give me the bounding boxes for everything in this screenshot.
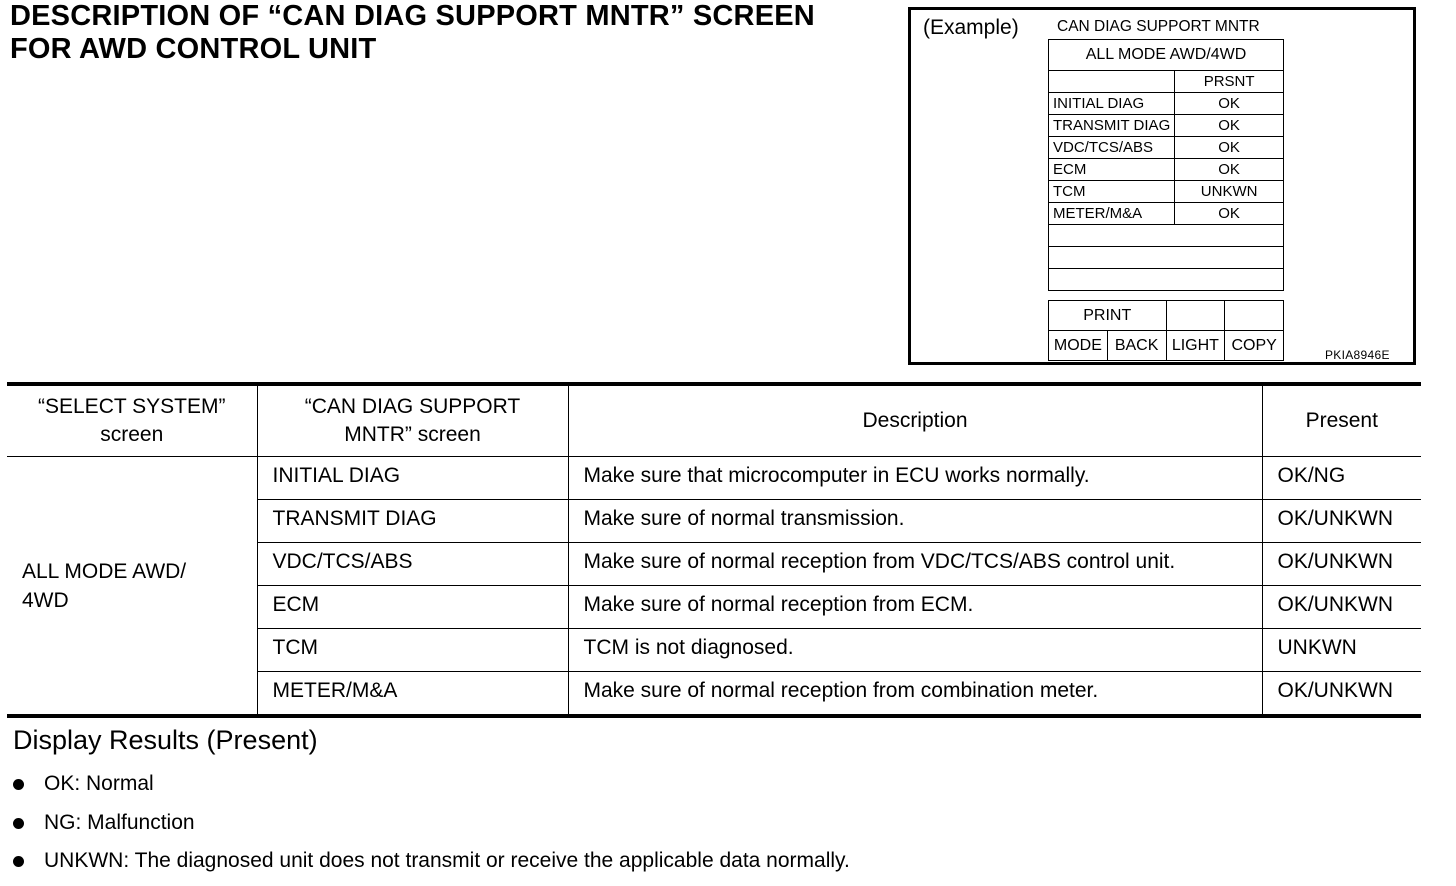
system-cell-line-1: ALL MODE AWD/: [22, 559, 187, 583]
example-screen-title: CAN DIAG SUPPORT MNTR: [1057, 18, 1260, 35]
present-cell: OK/UNKWN: [1262, 500, 1421, 543]
example-row-item: ECM: [1049, 159, 1175, 181]
figure-id: PKIA8946E: [1325, 348, 1390, 362]
example-empty-row: [1049, 225, 1284, 247]
mode-button[interactable]: MODE: [1049, 331, 1108, 361]
back-button[interactable]: BACK: [1107, 331, 1166, 361]
header-present: Present: [1262, 384, 1421, 457]
description-table: [7, 382, 1421, 718]
example-row-value: OK: [1175, 115, 1284, 137]
description-cell: Make sure of normal reception from ECM.: [568, 586, 1262, 629]
example-monitor-table: [1048, 39, 1284, 291]
example-row-value: OK: [1175, 137, 1284, 159]
header-select-system-line-1: “SELECT SYSTEM”: [38, 395, 226, 418]
example-row-value: OK: [1175, 93, 1284, 115]
header-select-system-line-2: screen: [100, 423, 164, 446]
example-row: [1049, 93, 1284, 115]
example-system-name: ALL MODE AWD/4WD: [1049, 40, 1284, 71]
present-cell: OK/UNKWN: [1262, 543, 1421, 586]
list-item-text: OK: Normal: [44, 772, 154, 795]
light-button[interactable]: LIGHT: [1166, 331, 1225, 361]
system-cell: [7, 457, 257, 717]
item-cell: ECM: [257, 586, 568, 629]
description-cell: TCM is not diagnosed.: [568, 629, 1262, 672]
page-title-line-1: DESCRIPTION OF “CAN DIAG SUPPORT MNTR” SCREEN: [10, 0, 815, 32]
example-row: [1049, 203, 1284, 225]
example-header-blank: [1049, 71, 1175, 93]
header-can-diag-line-1: “CAN DIAG SUPPORT: [304, 395, 521, 418]
example-row-item: METER/M&A: [1049, 203, 1175, 225]
page-title-line-2: FOR AWD CONTROL UNIT: [10, 33, 377, 65]
item-cell: INITIAL DIAG: [257, 457, 568, 500]
list-item-text: UNKWN: The diagnosed unit does not transmit or receive the applicable data normally.: [44, 849, 850, 872]
example-row: [1049, 181, 1284, 203]
example-row-item: VDC/TCS/ABS: [1049, 137, 1175, 159]
item-cell: VDC/TCS/ABS: [257, 543, 568, 586]
description-cell: Make sure of normal reception from combination meter.: [568, 672, 1262, 717]
example-row-value: OK: [1175, 159, 1284, 181]
item-cell: TCM: [257, 629, 568, 672]
example-empty-row: [1049, 247, 1284, 269]
display-results-heading: Display Results (Present): [13, 725, 318, 755]
table-row: [7, 457, 1421, 500]
present-cell: UNKWN: [1262, 629, 1421, 672]
page-title: [10, 0, 900, 66]
example-label: (Example): [923, 16, 1019, 39]
example-row-value: UNKWN: [1175, 181, 1284, 203]
description-cell: Make sure that microcomputer in ECU works normally.: [568, 457, 1262, 500]
example-row-value: OK: [1175, 203, 1284, 225]
item-cell: TRANSMIT DIAG: [257, 500, 568, 543]
description-cell: Make sure of normal transmission.: [568, 500, 1262, 543]
header-can-diag-line-2: MNTR” screen: [344, 423, 481, 446]
empty-button: [1166, 301, 1225, 331]
copy-button[interactable]: COPY: [1225, 331, 1284, 361]
print-button[interactable]: PRINT: [1049, 301, 1167, 331]
header-description: Description: [568, 384, 1262, 457]
example-row: [1049, 115, 1284, 137]
bullet-icon: [13, 818, 24, 829]
present-cell: OK/UNKWN: [1262, 672, 1421, 717]
item-cell: METER/M&A: [257, 672, 568, 717]
header-can-diag: [257, 384, 568, 457]
example-screen-figure: [908, 7, 1416, 365]
empty-button: [1225, 301, 1284, 331]
example-column-header: PRSNT: [1175, 71, 1284, 93]
bullet-icon: [13, 856, 24, 867]
example-row: [1049, 137, 1284, 159]
example-row: [1049, 159, 1284, 181]
example-row-item: INITIAL DIAG: [1049, 93, 1175, 115]
example-button-bar: [1048, 300, 1284, 361]
example-row-item: TRANSMIT DIAG: [1049, 115, 1175, 137]
table-header-row: [7, 384, 1421, 457]
example-row-item: TCM: [1049, 181, 1175, 203]
example-empty-row: [1049, 269, 1284, 291]
system-cell-line-2: 4WD: [22, 588, 69, 612]
bullet-icon: [13, 779, 24, 790]
present-cell: OK/NG: [1262, 457, 1421, 500]
description-cell: Make sure of normal reception from VDC/TCS/ABS control unit.: [568, 543, 1262, 586]
list-item-text: NG: Malfunction: [44, 810, 195, 834]
present-cell: OK/UNKWN: [1262, 586, 1421, 629]
header-select-system: [7, 384, 257, 457]
